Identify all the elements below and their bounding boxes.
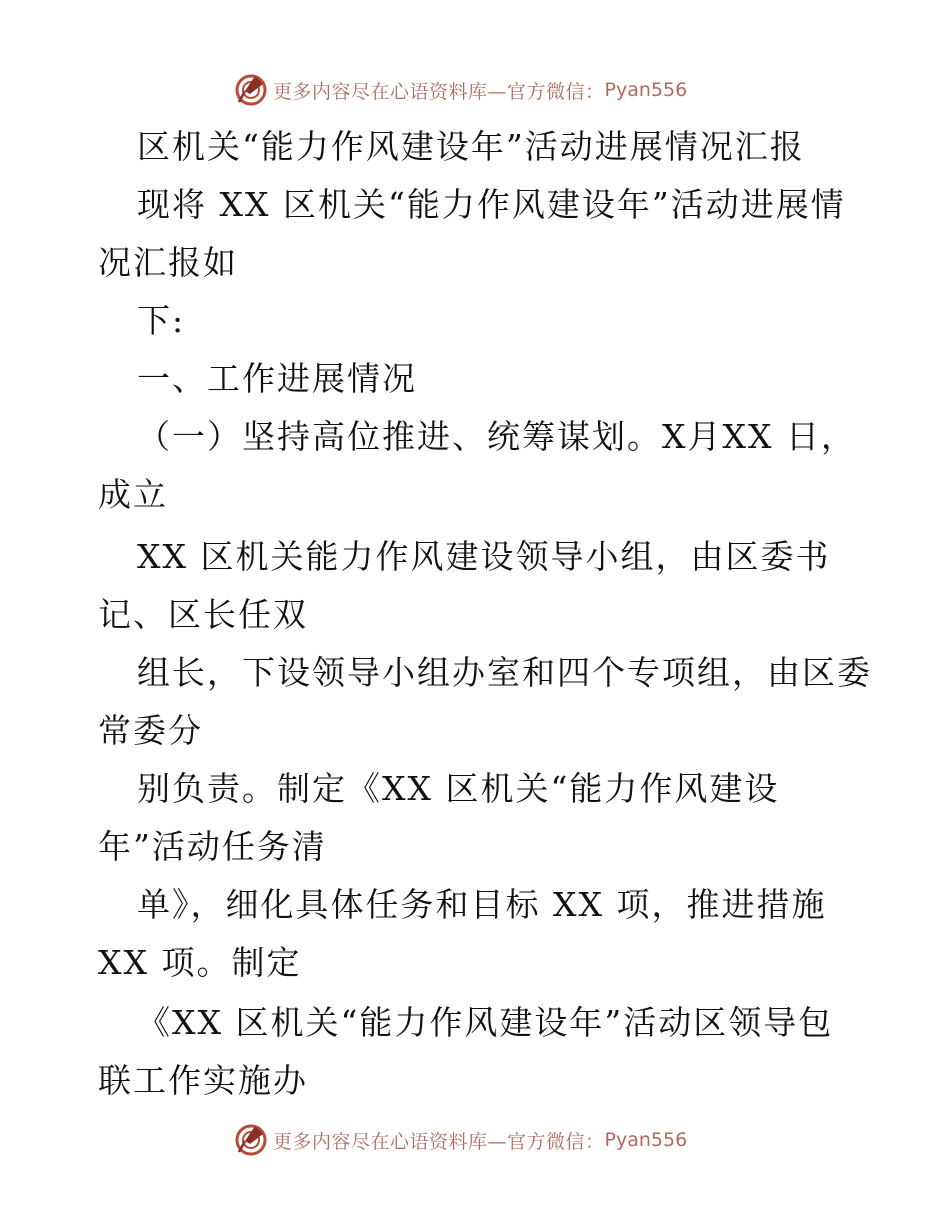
paragraph-line: 成立 xyxy=(98,475,168,514)
quill-seal-logo-icon xyxy=(233,72,269,108)
wechat-handle: Pyan556 xyxy=(604,79,688,101)
banner-text: 更多内容尽在心语资料库—官方微信： xyxy=(273,1130,605,1153)
footer-watermark-banner xyxy=(0,1120,950,1160)
paragraph-line: XX 区机关能力作风建设领导小组，由区委书 xyxy=(137,537,831,576)
section-heading: 一、工作进展情况 xyxy=(137,359,417,398)
paragraph-line: 别负责。制定《XX 区机关“能力作风建设 xyxy=(137,769,780,808)
banner-text: 更多内容尽在心语资料库—官方微信： xyxy=(273,80,605,103)
paragraph-line: 组长，下设领导小组办室和四个专项组，由区委 xyxy=(137,653,872,692)
paragraph-line: 年”活动任务清 xyxy=(98,827,327,866)
header-watermark-banner xyxy=(0,70,950,110)
paragraph-line: XX 项。制定 xyxy=(98,943,302,982)
paragraph-line: 单》，细化具体任务和目标 XX 项，推进措施 xyxy=(137,885,827,924)
paragraph-line: 联工作实施办 xyxy=(98,1061,308,1100)
paragraph-line: 现将 XX 区机关“能力作风建设年”活动进展情 xyxy=(137,185,846,224)
paragraph-line: （一）坚持高位推进、统筹谋划。X月XX 日， xyxy=(137,417,856,456)
paragraph-line: 记、区长任双 xyxy=(98,595,308,634)
paragraph-line: 下: xyxy=(137,301,186,340)
paragraph-line: 《XX 区机关“能力作风建设年”活动区领导包 xyxy=(137,1003,834,1042)
wechat-handle: Pyan556 xyxy=(604,1129,688,1151)
document-title: 区机关“能力作风建设年”活动进展情况汇报 xyxy=(137,127,805,166)
quill-seal-logo-icon xyxy=(233,1122,269,1158)
paragraph-line: 况汇报如 xyxy=(98,243,238,282)
paragraph-line: 常委分 xyxy=(98,711,203,750)
